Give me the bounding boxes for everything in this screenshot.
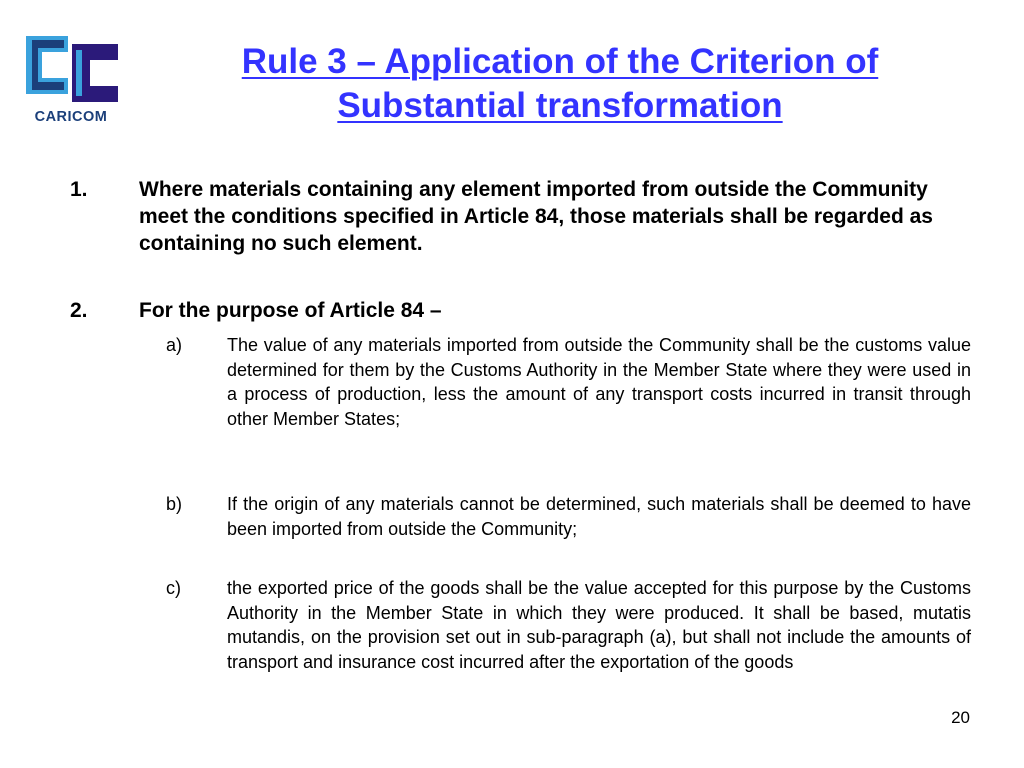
sub-item-letter: c) — [166, 578, 181, 598]
caricom-logo-mark-icon — [22, 30, 122, 110]
caricom-logo-text: CARICOM — [34, 109, 108, 125]
sub-item-b — [166, 492, 971, 547]
item-text: Where materials containing any element imported from outside the Community meet the conditions specified in Article 84, those materials shall be regarded as containing no such element. — [139, 178, 933, 255]
page-number: 20 — [951, 708, 970, 727]
item-number: 1. — [70, 178, 88, 201]
caricom-logo — [22, 30, 122, 130]
sub-item-text: The value of any materials imported from outside the Community shall be the customs value determined for them by the Customs Authority in the Member State where they were used in a process of production, less the amount of any transport costs incurred in transit through other Member States; — [227, 335, 971, 429]
sub-item-text: the exported price of the goods shall be the value accepted for this purpose by the Customs Authority in the Member State in which they were produced. It shall be based, mutatis mutandis, on the provision set out in sub-paragraph (a), but shall not include the amounts of transport and insurance cost incurred after the exportation of the goods — [227, 578, 971, 672]
sub-item-a — [166, 333, 971, 463]
sub-item-c — [166, 576, 971, 701]
sub-item-letter: a) — [166, 335, 183, 355]
page-title: Rule 3 – Application of the Criterion of Substantial transformation — [241, 42, 879, 125]
numbered-item-2 — [70, 297, 970, 327]
numbered-item-1 — [70, 176, 970, 266]
item-text: For the purpose of Article 84 – — [139, 299, 442, 322]
sub-item-letter: b) — [166, 494, 183, 514]
sub-item-text: If the origin of any materials cannot be determined, such materials shall be deemed to have been imported from outside the Community; — [227, 494, 971, 539]
item-number: 2. — [70, 299, 88, 322]
